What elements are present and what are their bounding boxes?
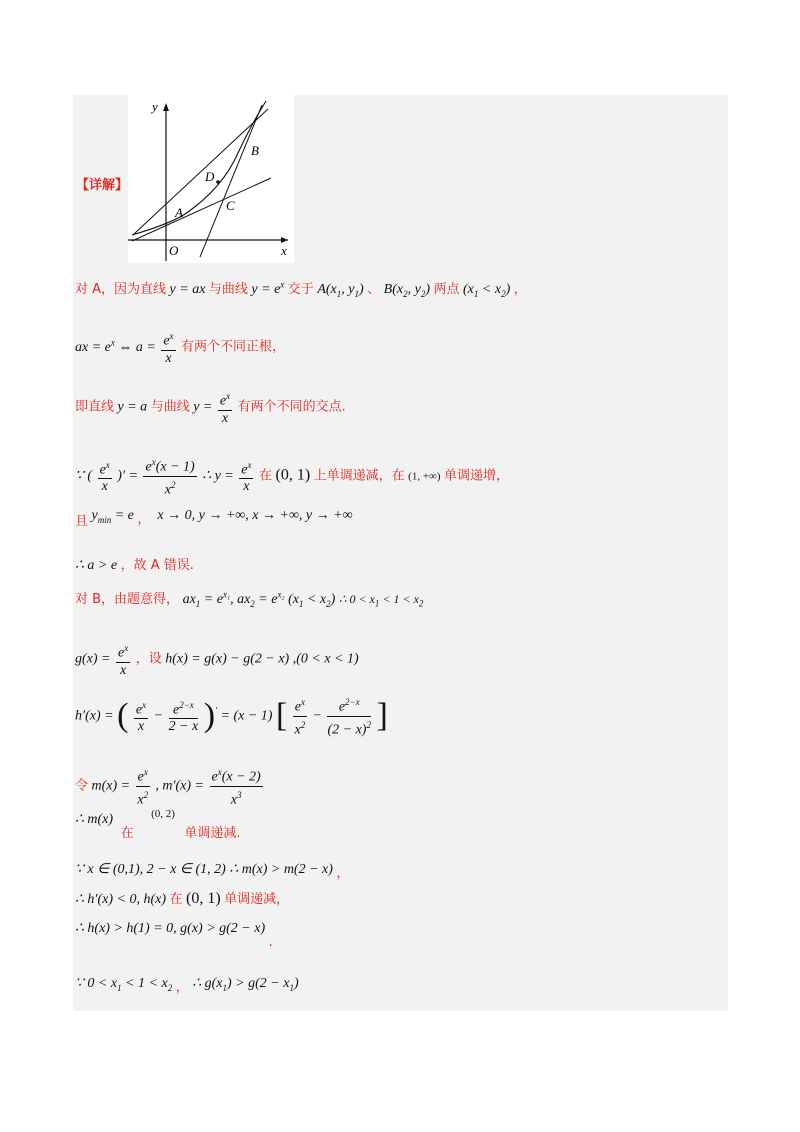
label-b: B <box>251 143 259 158</box>
line-1: 对 A，因为直线 y = ax 与曲线 $y = e^x$ 交于 $A(x_1$, $y_1$) 、 $B(x_2$, $y_2$) 两点 $(x_1 < x_2)$ ， <box>75 279 527 299</box>
line-10: 令 m(x) = $\frac{e^x}{x^2}$ , m′(x) = $\frac{e^x(x - 2)}{x^3}$ <box>75 764 265 808</box>
y-axis-arrow <box>163 103 169 111</box>
label-x: x <box>281 243 287 258</box>
solution-heading: 【详解】 <box>76 178 129 193</box>
line-5: 且 $y_{min} = e$ ， x → 0, y → +∞, x → +∞, y → +∞ <box>75 508 353 529</box>
function-graph-figure <box>128 95 294 263</box>
line-y-ax <box>132 178 271 241</box>
line-9: h′(x) = ( $\frac{e^x}{x}$ − $\frac{e^{2-x}}{2 - x}$ )′ = (x − 1) [ $\frac{e^x}{x^2}$ − $\frac{e^{2-x}}{(2 - x)^2}$ ] <box>75 694 388 738</box>
point-d <box>216 180 220 184</box>
line-11: ∴ m(x) 在 $^{(0, 2)}$ 单调递减. <box>75 808 241 841</box>
line-8: g(x) = $\frac{e^x}{x}$ ，设 h(x) = g(x) − g(2 − x) ,(0 < x < 1) <box>75 640 359 679</box>
line-12: ∵ x ∈ (0,1), 2 − x ∈ (1, 2) ∴ m(x) > m(2 − x) ， <box>75 862 350 881</box>
exponential-curve <box>132 101 266 235</box>
label-a: A <box>175 205 183 220</box>
line-13: ∴ h′(x) < 0, h(x) 在 (0, 1) 单调递减， <box>75 890 290 907</box>
line-2: ax = $e^x$ ⇔ a = $\frac{e^x}{x}$ 有两个不同正根， <box>75 328 285 367</box>
label-d: D <box>205 169 215 184</box>
label-o: O <box>169 243 179 258</box>
line-14: ∴ h(x) > h(1) = 0, g(x) > g(2 − x) . <box>75 921 273 950</box>
graph-svg <box>128 95 294 263</box>
line-6: ∴ a > e ，故 A 错误. <box>75 558 194 573</box>
line-3: 即直线 y = a 与曲线 y = $\frac{e^x}{x}$ 有两个不同的交点. <box>75 388 346 427</box>
label-y: y <box>152 99 158 114</box>
secant-line-ab <box>134 109 268 234</box>
line-15: ∵ $0 < x_1 < 1 < x_2$ ， ∴ $g(x_1) > g(2 - x_1)$ <box>75 976 299 995</box>
label-c: C <box>226 198 235 213</box>
line-7: 对 B，由题意得， $ax_1 = e^{x_1}$, $ax_2 = e^{x_2}$ $(x_1 < x_2)$ ∴ $0 < x_1 < 1 < x_2$ <box>75 589 424 609</box>
line-4: ∵ ( $\frac{e^x}{x}$ )′ = $\frac{e^x(x - 1)}{x^2}$ ∴ y = $\frac{e^x}{x}$ 在 (0, 1) 上单调递减，在 (1, +∞) 单调递增， <box>75 454 509 498</box>
